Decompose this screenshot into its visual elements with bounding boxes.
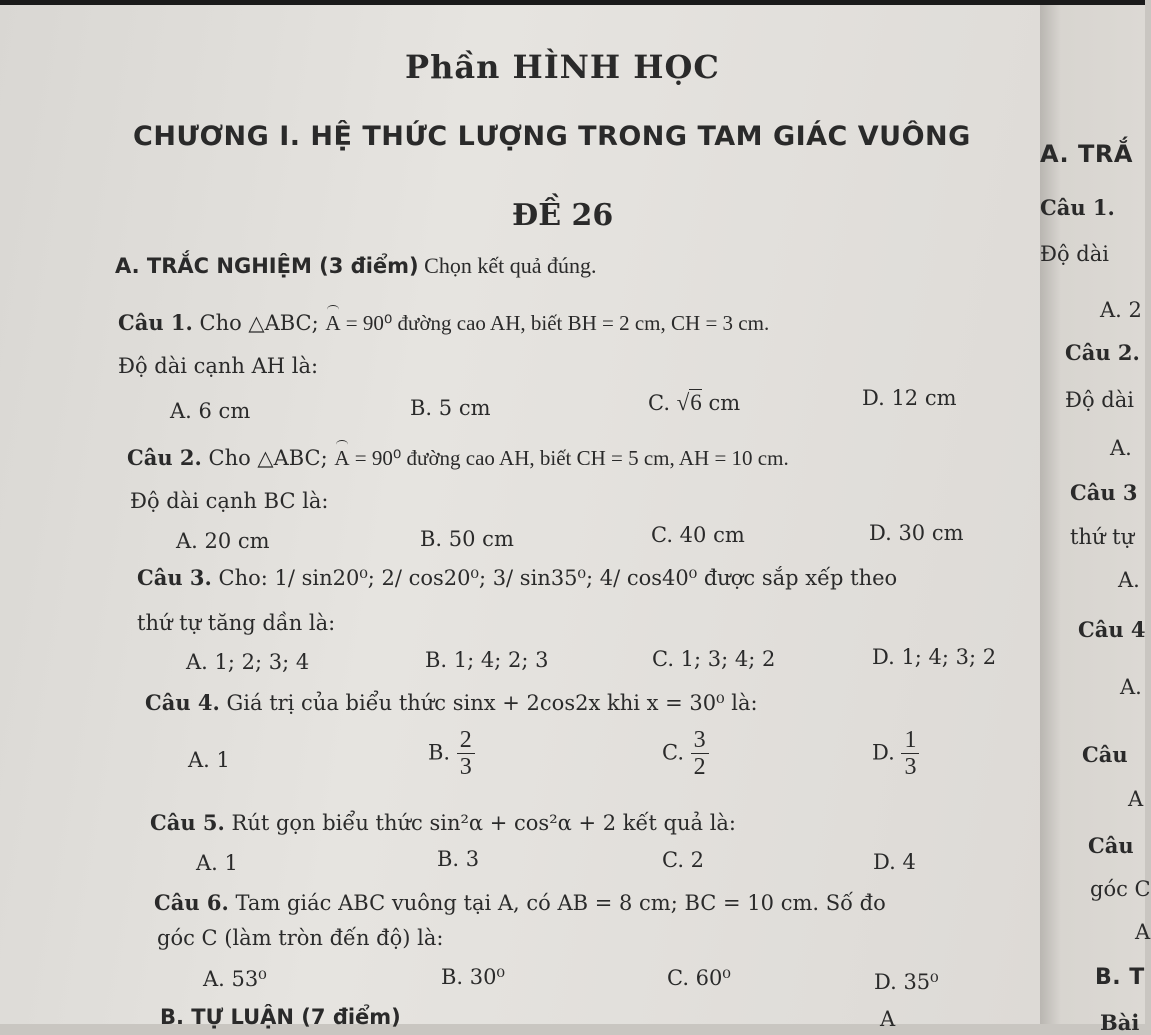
option-c-label: C.: [662, 740, 691, 765]
question-text: Rút gọn biểu thức sin²α + cos²α + 2 kết quả là:: [224, 811, 737, 835]
question-label: Câu 3.: [137, 565, 212, 590]
question-text: Giá trị của biểu thức sinx + 2cos2x khi x = 30⁰ là:: [219, 691, 758, 715]
question-text: Tam giác ABC vuông tại A, có AB = 8 cm; BC = 10 cm. Số đo: [228, 891, 886, 915]
right-line-text: Bài: [1100, 1010, 1140, 1035]
denominator: 2: [693, 754, 706, 781]
right-line: [1100, 1010, 1139, 1035]
denominator: 3: [904, 754, 917, 781]
right-line: A: [1128, 787, 1144, 811]
right-line: A.: [1120, 675, 1142, 699]
option-b-label: B.: [428, 740, 457, 765]
right-line: B. T: [1095, 965, 1145, 990]
question-text: Cho: 1/ sin20⁰; 2/ cos20⁰; 3/ sin35⁰; 4/ cos40⁰ được sắp xếp theo: [211, 566, 898, 590]
question-6-line2: góc C (làm tròn đến độ) là:: [157, 926, 444, 950]
right-line: A: [1135, 920, 1151, 944]
chapter-title: CHƯƠNG I. HỆ THỨC LƯỢNG TRONG TAM GIÁC VUÔNG: [133, 121, 971, 152]
question-label: Câu 1.: [118, 310, 193, 335]
angle-symbol: A: [334, 446, 350, 470]
option-a: A. 20 cm: [176, 529, 270, 553]
option-c: C. 60⁰: [667, 966, 731, 990]
part-title: Phần HÌNH HỌC: [405, 48, 720, 86]
option-b: B. 1; 4; 2; 3: [425, 648, 549, 672]
question-label: Câu 6.: [154, 890, 229, 915]
right-line-text: Câu 1.: [1040, 195, 1115, 220]
question-text: = 90⁰ đường cao AH, biết CH = 5 cm, AH = 10 cm.: [349, 446, 789, 470]
question-4-line1: [145, 690, 758, 715]
right-line-text: Câu 2.: [1065, 340, 1140, 365]
section-a-instruction: Chọn kết quả đúng.: [418, 253, 597, 278]
right-line: thứ tự: [1070, 525, 1135, 549]
option-d: D. 1; 4; 3; 2: [872, 645, 997, 669]
numerator: 3: [691, 727, 709, 754]
right-line-text: Câu: [1082, 742, 1128, 767]
right-line: Độ dài: [1065, 388, 1134, 412]
question-text: Cho △ABC;: [192, 311, 326, 335]
right-line: [1078, 617, 1146, 642]
option-a: A. 1; 2; 3; 4: [186, 650, 310, 674]
right-line: Độ dài: [1040, 242, 1109, 266]
right-line: A. 2: [1100, 298, 1142, 322]
right-line: [1040, 195, 1115, 220]
fraction: [691, 727, 709, 781]
right-line: A.: [1118, 568, 1140, 592]
right-line: [1088, 833, 1134, 858]
option-c-unit: cm: [701, 391, 741, 415]
fraction: [457, 727, 475, 781]
option-c: [662, 727, 709, 781]
option-a: A. 1: [196, 851, 238, 875]
option-c: C. √6 cm: [648, 390, 741, 415]
question-1-line2: Độ dài cạnh AH là:: [118, 354, 319, 378]
question-label: Câu 5.: [150, 810, 225, 835]
option-d: D. 30 cm: [869, 521, 964, 545]
question-6-line1: [154, 890, 886, 915]
exam-title: ĐỀ 26: [512, 198, 614, 233]
right-line: A. TRẮ: [1040, 140, 1133, 168]
option-a: A. 6 cm: [170, 399, 251, 423]
right-line-text: Câu: [1088, 833, 1134, 858]
sqrt-value: 6: [690, 390, 702, 415]
question-1-line1: [118, 310, 769, 336]
option-d: D. 4: [873, 850, 916, 874]
option-a: A. 1: [188, 748, 230, 772]
option-c: C. 40 cm: [651, 523, 745, 547]
option-a: A. 53⁰: [203, 967, 267, 991]
option-b: B. 50 cm: [420, 527, 514, 551]
section-b-label: B. TỰ LUẬN (7 điểm): [160, 1005, 401, 1029]
question-5-line1: [150, 810, 736, 835]
question-3-line2: thứ tự tăng dần là:: [137, 611, 336, 635]
question-text: = 90⁰ đường cao AH, biết BH = 2 cm, CH = 3 cm.: [340, 311, 770, 335]
main-page: [0, 5, 1040, 1031]
option-c: C. 2: [662, 848, 705, 872]
option-d-label: D.: [872, 740, 902, 765]
denominator: 3: [459, 754, 472, 781]
right-line: góc C: [1090, 877, 1151, 901]
section-b-heading: [160, 1005, 401, 1029]
question-text: Cho △ABC;: [201, 446, 335, 470]
numerator: 2: [457, 727, 475, 754]
question-2-line2: Độ dài cạnh BC là:: [130, 489, 329, 513]
option-d: [872, 727, 919, 781]
question-3-line1: [137, 565, 897, 590]
section-a-label: A. TRẮC NGHIỆM (3 điểm): [115, 254, 419, 278]
section-a-heading: [115, 253, 596, 279]
option-c-label: C.: [648, 391, 677, 415]
right-line: A.: [1110, 436, 1132, 460]
right-line: [1082, 742, 1128, 767]
right-line: [1070, 480, 1138, 505]
option-d: D. 12 cm: [862, 386, 957, 410]
right-line-text: Câu 3: [1070, 480, 1138, 505]
question-label: Câu 4.: [145, 690, 220, 715]
fraction: [901, 727, 919, 781]
right-line: [1065, 340, 1140, 365]
question-label: Câu 2.: [127, 445, 202, 470]
adjacent-page: [1040, 5, 1151, 1035]
option-d: D. 35⁰: [874, 970, 939, 994]
numerator: 1: [901, 727, 919, 754]
option-b: B. 3: [437, 847, 480, 871]
option-b: B. 30⁰: [441, 965, 505, 989]
right-line-text: Câu 4: [1078, 617, 1146, 642]
question-2-line1: [127, 445, 789, 471]
angle-symbol: A: [325, 311, 341, 335]
option-b: [428, 727, 475, 781]
option-c: C. 1; 3; 4; 2: [652, 647, 776, 671]
option-b: B. 5 cm: [410, 396, 491, 420]
stray-letter: A: [880, 1007, 896, 1031]
